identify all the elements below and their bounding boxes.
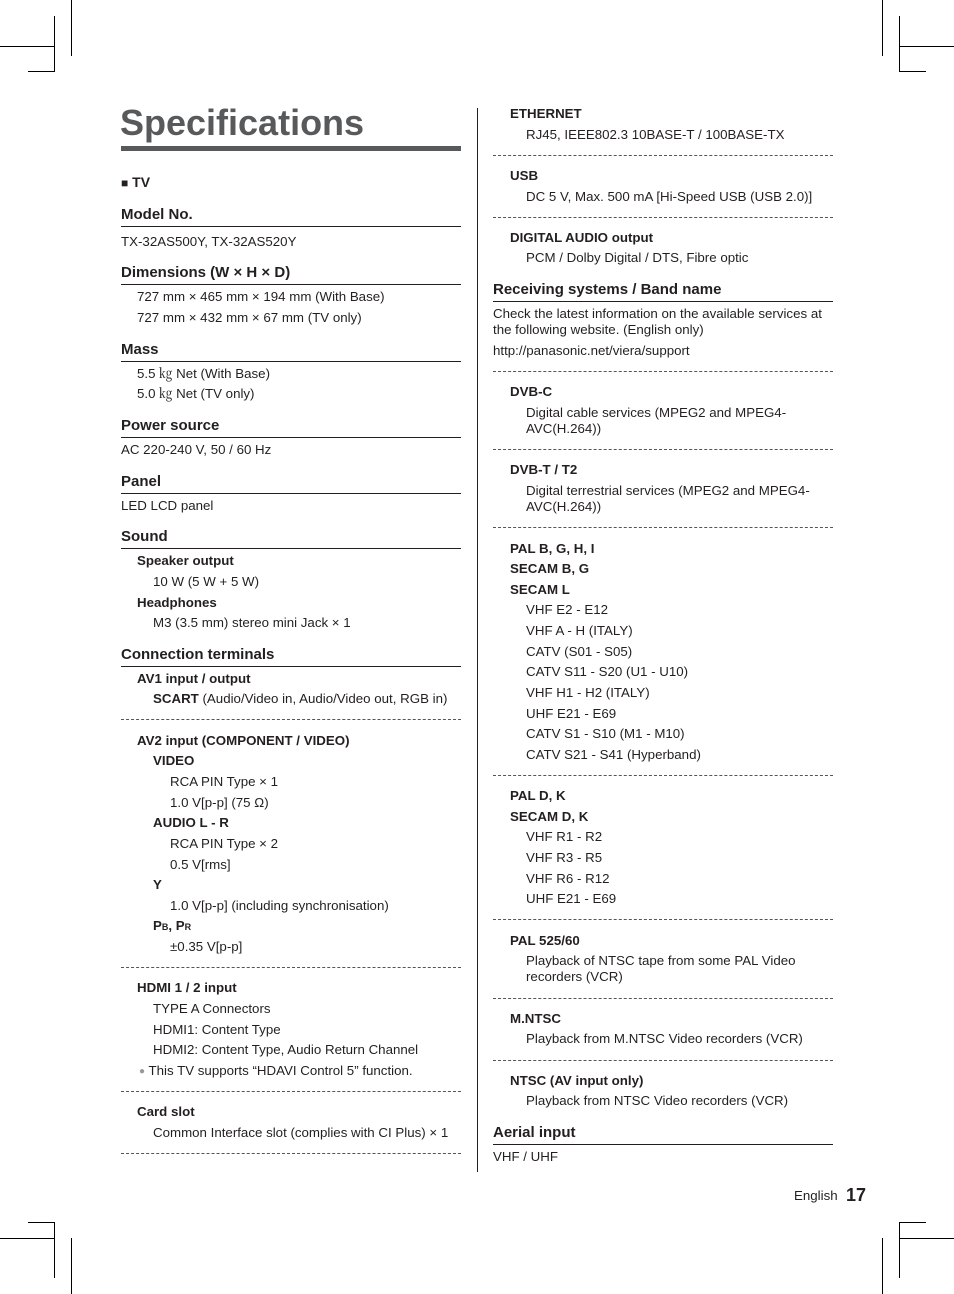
dvbt-label: DVB-T / T2 — [510, 462, 578, 477]
power-heading: Power source — [121, 417, 220, 434]
mntsc-label: M.NTSC — [510, 1011, 561, 1026]
crop-mark — [28, 1222, 54, 1223]
band-item: CATV S1 - S10 (M1 - M10) — [526, 726, 685, 741]
crop-mark — [899, 1222, 900, 1278]
section-rule — [493, 301, 833, 302]
section-rule — [121, 493, 461, 494]
band-item: UHF E21 - E69 — [526, 706, 617, 721]
model-heading: Model No. — [121, 206, 193, 223]
mass-heading: Mass — [121, 341, 159, 358]
digital-audio-label: DIGITAL AUDIO output — [510, 230, 654, 245]
band-item: VHF H1 - H2 (ITALY) — [526, 685, 650, 700]
dashed-divider — [121, 1091, 461, 1092]
dashed-divider — [493, 919, 833, 920]
pal525-label: PAL 525/60 — [510, 933, 580, 948]
speaker-value: 10 W (5 W + 5 W) — [153, 574, 260, 589]
pbpr-label: PB, PR — [153, 918, 192, 933]
scart-desc: (Audio/Video in, Audio/Video out, RGB in) — [198, 691, 448, 706]
crop-mark — [900, 1238, 954, 1239]
receiving-intro: Check the latest information on the available services at the following website. (English only) — [493, 306, 822, 337]
audio-line: 0.5 V[rms] — [170, 857, 231, 872]
av2-label: AV2 input (COMPONENT / VIDEO) — [137, 733, 350, 748]
crop-mark — [71, 1238, 72, 1294]
footer-language: English — [794, 1188, 838, 1203]
crop-mark — [28, 71, 54, 72]
dvbt-value: Digital terrestrial services (MPEG2 and MPEG4-AVC(H.264)) — [526, 483, 810, 514]
hdmi-line: HDMI1: Content Type — [153, 1022, 281, 1037]
crop-mark — [0, 1238, 54, 1239]
dvbc-label: DVB-C — [510, 384, 553, 399]
audio-label: AUDIO L - R — [153, 815, 229, 830]
secam-bg-label: SECAM B, G — [510, 561, 590, 576]
aerial-heading: Aerial input — [493, 1124, 576, 1141]
band-item: VHF A - H (ITALY) — [526, 623, 633, 638]
mntsc-value: Playback from M.NTSC Video recorders (VCR) — [526, 1031, 803, 1046]
dvbc-value: Digital cable services (MPEG2 and MPEG4-AVC(H.264)) — [526, 405, 787, 436]
y-value: 1.0 V[p-p] (including synchronisation) — [170, 898, 389, 913]
band-item: CATV S21 - S41 (Hyperband) — [526, 747, 701, 762]
section-rule — [121, 548, 461, 549]
support-url: http://panasonic.net/viera/support — [493, 343, 690, 358]
crop-mark — [900, 46, 954, 47]
dashed-divider — [493, 998, 833, 999]
dimensions-line: 727 mm × 465 mm × 194 mm (With Base) — [137, 289, 385, 304]
scart-label: SCART — [153, 691, 199, 706]
crop-mark — [0, 46, 54, 47]
hdmi-label: HDMI 1 / 2 input — [137, 980, 237, 995]
dashed-divider — [493, 217, 833, 218]
pal-dk-label: PAL D, K — [510, 788, 566, 803]
title-underline — [121, 146, 461, 151]
video-line: RCA PIN Type × 1 — [170, 774, 279, 789]
card-label: Card slot — [137, 1104, 195, 1119]
headphones-value: M3 (3.5 mm) stereo mini Jack × 1 — [153, 615, 351, 630]
dashed-divider — [493, 527, 833, 528]
av1-label: AV1 input / output — [137, 671, 251, 686]
tv-heading: ■ TV — [121, 174, 151, 190]
section-rule — [121, 361, 461, 362]
section-rule — [121, 226, 461, 227]
dimensions-heading: Dimensions (W × H × D) — [121, 264, 291, 281]
column-divider — [477, 108, 478, 1172]
receiving-heading: Receiving systems / Band name — [493, 281, 722, 298]
bullet-icon: ● — [139, 1066, 146, 1077]
dashed-divider — [493, 155, 833, 156]
ntsc-label: NTSC (AV input only) — [510, 1073, 644, 1088]
card-value: Common Interface slot (complies with CI Plus) × 1 — [153, 1125, 449, 1140]
pbpr-value: ±0.35 V[p-p] — [170, 939, 243, 954]
speaker-label: Speaker output — [137, 553, 234, 568]
ethernet-label: ETHERNET — [510, 106, 582, 121]
aerial-value: VHF / UHF — [493, 1149, 559, 1164]
sound-heading: Sound — [121, 528, 168, 545]
section-rule — [121, 284, 461, 285]
connection-heading: Connection terminals — [121, 646, 275, 663]
av1-value — [153, 691, 447, 707]
section-rule — [493, 1144, 833, 1145]
dashed-divider — [493, 371, 833, 372]
mass-line: 5.5 ㎏ Net (With Base) — [137, 366, 271, 381]
secam-l-label: SECAM L — [510, 582, 570, 597]
page-title: Specifications — [120, 102, 365, 143]
section-rule — [121, 666, 461, 667]
crop-mark — [882, 0, 883, 56]
crop-mark — [900, 1222, 926, 1223]
usb-label: USB — [510, 168, 539, 183]
dashed-divider — [121, 719, 461, 720]
pal-bghi-label: PAL B, G, H, I — [510, 541, 595, 556]
pal525-value: Playback of NTSC tape from some PAL Video recorders (VCR) — [526, 953, 796, 984]
band-item: CATV (S01 - S05) — [526, 644, 633, 659]
crop-mark — [882, 1238, 883, 1294]
ntsc-value: Playback from NTSC Video recorders (VCR) — [526, 1093, 789, 1108]
video-label: VIDEO — [153, 753, 195, 768]
panel-value: LED LCD panel — [121, 498, 214, 513]
digital-audio-value: PCM / Dolby Digital / DTS, Fibre optic — [526, 250, 749, 265]
hdmi-note: ● This TV supports “HDAVI Control 5” function. — [139, 1063, 413, 1078]
band-item: VHF R6 - R12 — [526, 871, 610, 886]
y-label: Y — [153, 877, 162, 892]
ethernet-value: RJ45, IEEE802.3 10BASE-T / 100BASE-TX — [526, 127, 785, 142]
panel-heading: Panel — [121, 473, 162, 490]
dimensions-line: 727 mm × 432 mm × 67 mm (TV only) — [137, 310, 362, 325]
mass-line: 5.0 ㎏ Net (TV only) — [137, 386, 255, 401]
band-item: VHF E2 - E12 — [526, 602, 609, 617]
crop-mark — [54, 1222, 55, 1278]
secam-dk-label: SECAM D, K — [510, 809, 589, 824]
dashed-divider — [493, 449, 833, 450]
audio-line: RCA PIN Type × 2 — [170, 836, 279, 851]
power-value: AC 220-240 V, 50 / 60 Hz — [121, 442, 272, 457]
band-item: VHF R1 - R2 — [526, 829, 603, 844]
crop-mark — [900, 71, 926, 72]
hdmi-line: HDMI2: Content Type, Audio Return Channel — [153, 1042, 419, 1057]
hdmi-line: TYPE A Connectors — [153, 1001, 271, 1016]
band-item: VHF R3 - R5 — [526, 850, 603, 865]
band-item: CATV S11 - S20 (U1 - U10) — [526, 664, 689, 679]
crop-mark — [899, 16, 900, 72]
headphones-label: Headphones — [137, 595, 217, 610]
usb-value: DC 5 V, Max. 500 mA [Hi-Speed USB (USB 2.0)] — [526, 189, 813, 204]
dashed-divider — [121, 967, 461, 968]
page-number: 17 — [846, 1185, 867, 1205]
crop-mark — [71, 0, 72, 56]
video-line: 1.0 V[p-p] (75 Ω) — [170, 795, 269, 810]
band-item: UHF E21 - E69 — [526, 891, 617, 906]
crop-mark — [54, 16, 55, 72]
model-value: TX-32AS500Y, TX-32AS520Y — [121, 234, 297, 249]
section-rule — [121, 437, 461, 438]
dashed-divider — [121, 1153, 461, 1154]
dashed-divider — [493, 1060, 833, 1061]
dashed-divider — [493, 775, 833, 776]
